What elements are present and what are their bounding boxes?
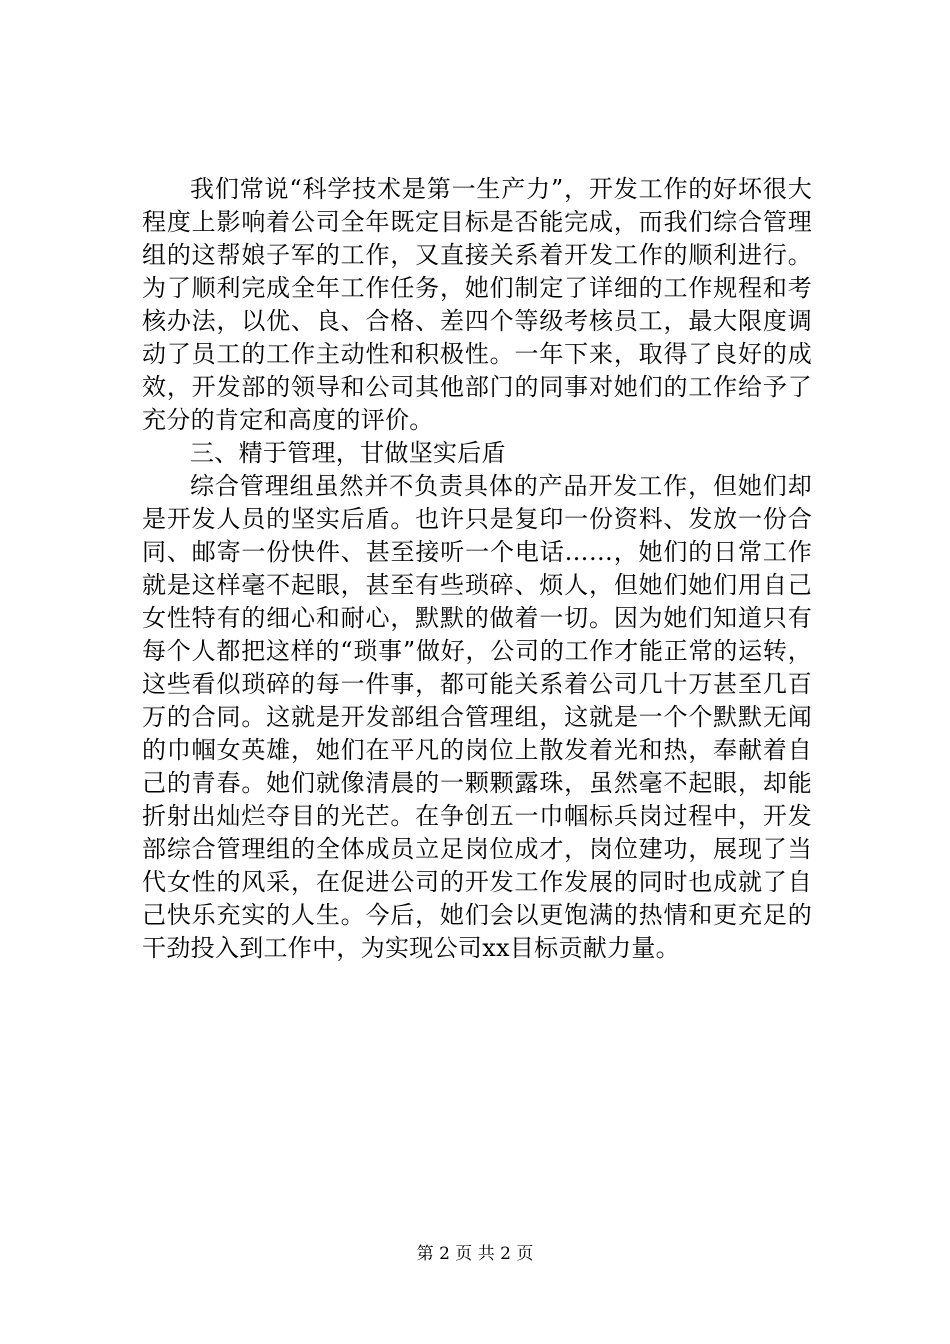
document-body [142, 173, 812, 965]
page-number-footer: 第 2 页 共 2 页 [416, 1244, 534, 1264]
section-heading: 三、精于管理，甘做坚实后盾 [190, 439, 506, 467]
paragraph-results: 我们常说“科学技术是第一生产力”，开发工作的好坏很大程度上影响着公司全年既定目标是否能完成，而我们综合管理组的这帮娘子军的工作，又直接关系着开发工作的顺利进行。为了顺利完成全年工作任务，她们制定了详细的工作规程和考核办法，以优、良、合格、差四个等级考核员工，最大限度调动了员工的工作主动性和积极性。一年下来，取得了良好的成效，开发部的领导和公司其他部门的同事对她们的工作给予了充分的肯定和高度的评价。 [142, 175, 812, 434]
paragraph-management: 综合管理组虽然并不负责具体的产品开发工作，但她们却是开发人员的坚实后盾。也许只是复印一份资料、发放一份合同、邮寄一份快件、甚至接听一个电话……，她们的日常工作就是这样毫不起眼，甚至有些琐碎、烦人，但她们她们用自己女性特有的细心和耐心，默默的做着一切。因为她们知道只有每个人都把这样的“琐事”做好，公司的工作才能正常的运转，这些看似琐碎的每一件事，都可能关系着公司几十万甚至几百万的合同。这就是开发部组合管理组，这就是一个个默默无闻的巾帼女英雄，她们在平凡的岗位上散发着光和热，奉献着自己的青春。她们就像清晨的一颗颗露珠，虽然毫不起眼，却能折射出灿烂夺目的光芒。在争创五一巾帼标兵岗过程中，开发部综合管理组的全体成员立足岗位成才，岗位建功，展现了当代女性的风采，在促进公司的开发工作发展的同时也成就了自己快乐充实的人生。今后，她们会以更饱满的热情和更充足的干劲投入到工作中，为实现公司xx目标贡献力量。 [142, 472, 812, 962]
